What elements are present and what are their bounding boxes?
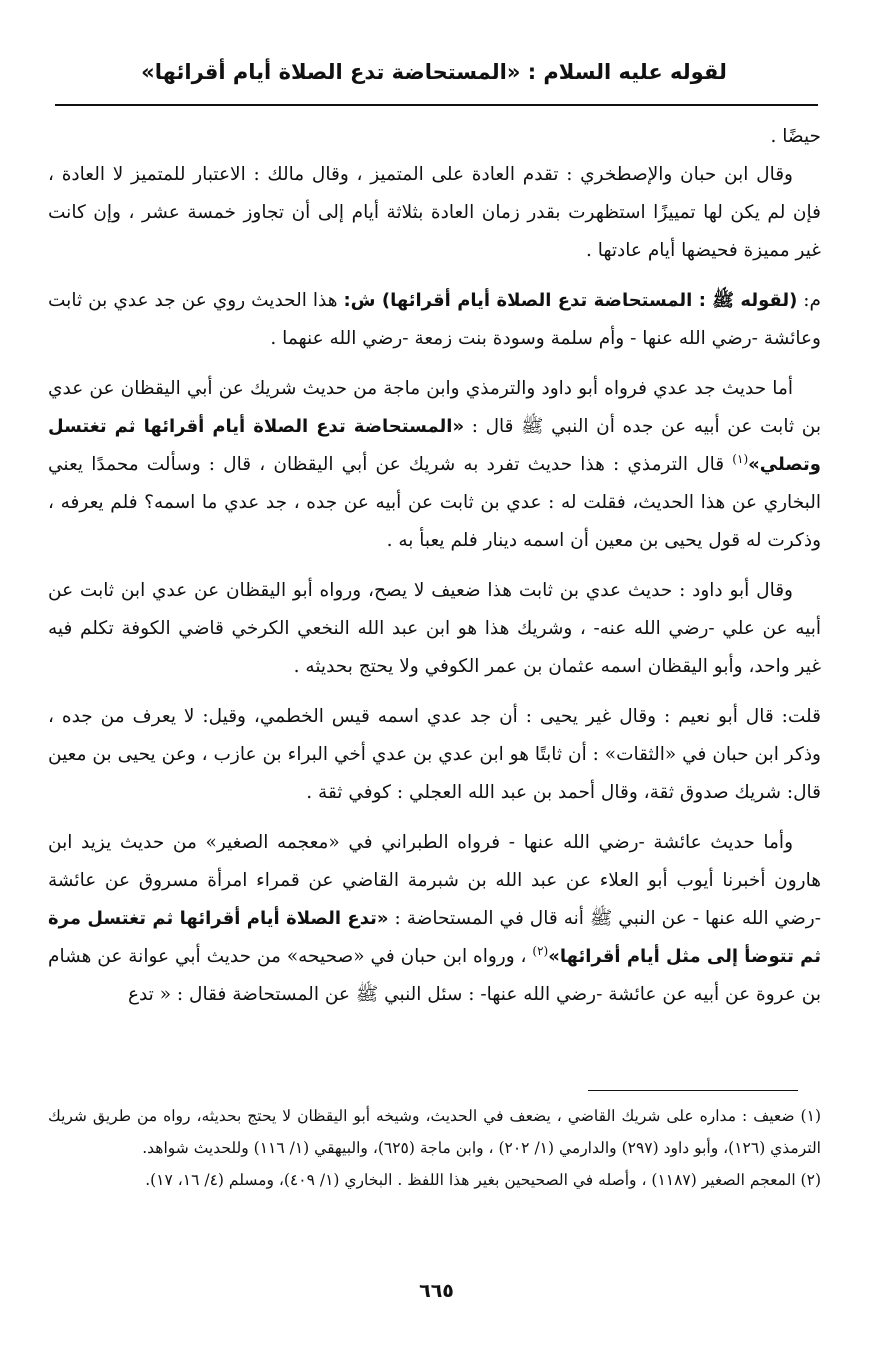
paragraph-3-text: أما حديث جد عدي فرواه أبو داود والترمذي وابن ماجة من حديث شريك عن أبي اليقظان عن عدي بن ثابت عن أبيه عن جده أن النبي ﷺ قال : bbox=[48, 378, 822, 437]
main-text bbox=[48, 118, 821, 1014]
paragraph-5: قلت: قال أبو نعيم : وقال غير يحيى : أن جد عدي اسمه قيس الخطمي، وقيل: لا يعرف من جده ، وذكر ابن حبان في «الثقات» : أن ثابتًا هو ابن عدي بن عدي أخي البراء بن عازب ، وعن يحيى بن معين قال: شريك صدوق ثقة، وقال أحمد بن عبد الله العجلي : كوفي ثقة . bbox=[48, 706, 821, 803]
paragraph-spacer bbox=[48, 686, 821, 698]
footnote-ref-1: (١) bbox=[732, 451, 749, 466]
matn-marker: م: bbox=[797, 290, 821, 311]
quoted-text: (لقوله ﷺ : المستحاضة تدع الصلاة أيام أقرائها) ش: bbox=[343, 290, 798, 311]
paragraph-4: وقال أبو داود : حديث عدي بن ثابت هذا ضعيف لا يصح، ورواه أبو اليقظان عن عدي ابن ثابت عن أبيه عن علي -رضي الله عنه- ، وشريك هذا هو ابن عبد الله النخعي الكرخي قاضي الكوفة تكلم فيه غير واحد، وأبو اليقظان اسمه عثمان بن عمر الكوفي ولا يحتج بحديثه . bbox=[48, 580, 821, 677]
footnote-1: (١) ضعيف : مداره على شريك القاضي ، يضعف في الحديث، وشيخه أبو اليقظان لا يحتج بحديثه، رواه من طريق شريك الترمذي (١٢٦)، وأبو داود (٢٩٧) والدارمي (١/ ٢٠٢) ، وابن ماجة (٦٢٥)، والبيهقي (١/ ١١٦) وللحديث شواهد. bbox=[48, 1107, 821, 1157]
footnotes bbox=[48, 1100, 821, 1196]
paragraph-spacer bbox=[48, 812, 821, 824]
paragraph-0: حيضًا . bbox=[770, 126, 821, 147]
paragraph-6-text-cont: ، ورواه ابن حبان في «صحيحه» من حديث أبي عوانة عن هشام بن عروة عن أبيه عن عائشة -رضي الله عنها- : سئل النبي ﷺ عن المستحاضة فقال : « تدع bbox=[48, 946, 821, 1005]
footnote-ref-2: (٢) bbox=[532, 943, 549, 958]
hadith-quote: «المستحاضة تدع الصلاة أيام أقرائها ثم تغتسل وتصلي» bbox=[48, 416, 821, 475]
paragraph-spacer bbox=[48, 270, 821, 282]
paragraph-spacer bbox=[48, 560, 821, 572]
commentary-text: هذا الحديث روي عن جد عدي بن ثابت وعائشة -رضي الله عنها - وأم سلمة وسودة بنت زمعة -رضي الله عنهما . bbox=[48, 290, 821, 349]
page-number: ٦٦٥ bbox=[419, 1280, 454, 1302]
page-header-title: لقوله عليه السلام : «المستحاضة تدع الصلاة أيام أقرائها» bbox=[141, 60, 727, 84]
paragraph-3 bbox=[48, 370, 821, 560]
paragraph-6-text: وأما حديث عائشة -رضي الله عنها - فرواه الطبراني في «معجمه الصغير» من حديث يزيد ابن هارون أخبرنا أيوب أبو العلاء عن عبد الله بن شبرمة القاضي عن قمراء امرأة مسروق عن عائشة -رضي الله عنها - عن النبي ﷺ أنه قال في المستحاضة : bbox=[48, 832, 821, 929]
paragraph-2 bbox=[48, 282, 821, 358]
paragraph-spacer bbox=[48, 358, 821, 370]
footnote-divider bbox=[588, 1090, 798, 1091]
header-divider bbox=[55, 104, 818, 106]
paragraph-6 bbox=[48, 824, 821, 1014]
paragraph-1: وقال ابن حبان والإصطخري : تقدم العادة على المتميز ، وقال مالك : الاعتبار للمتميز لا العادة ، فإن لم يكن لها تمييزًا استظهرت بقدر زمان العادة بثلاثة أيام إلى أن تجاوز خمسة عشر ، وإن كانت غير مميزة فحيضها أيام عادتها . bbox=[48, 164, 821, 261]
hadith-quote: «تدع الصلاة أيام أقرائها ثم تغتسل مرة ثم تتوضأ إلى مثل أيام أقرائها» bbox=[48, 908, 821, 967]
footnote-2: (٢) المعجم الصغير (١١٨٧) ، وأصله في الصحيحين بغير هذا اللفظ . البخاري (١/ ٤٠٩)، ومسلم (٤/ ١٦، ١٧). bbox=[145, 1171, 821, 1189]
paragraph-3-text-cont: قال الترمذي : هذا حديث تفرد به شريك عن أبي اليقظان ، قال : وسألت محمدًا يعني البخاري عن هذا الحديث، فقلت له : عدي بن ثابت عن أبيه عن جده ، جد عدي ما اسمه؟ فلم يعرفه ، وذكرت له قول يحيى بن معين أن اسمه دينار فلم يعبأ به . bbox=[48, 454, 821, 551]
